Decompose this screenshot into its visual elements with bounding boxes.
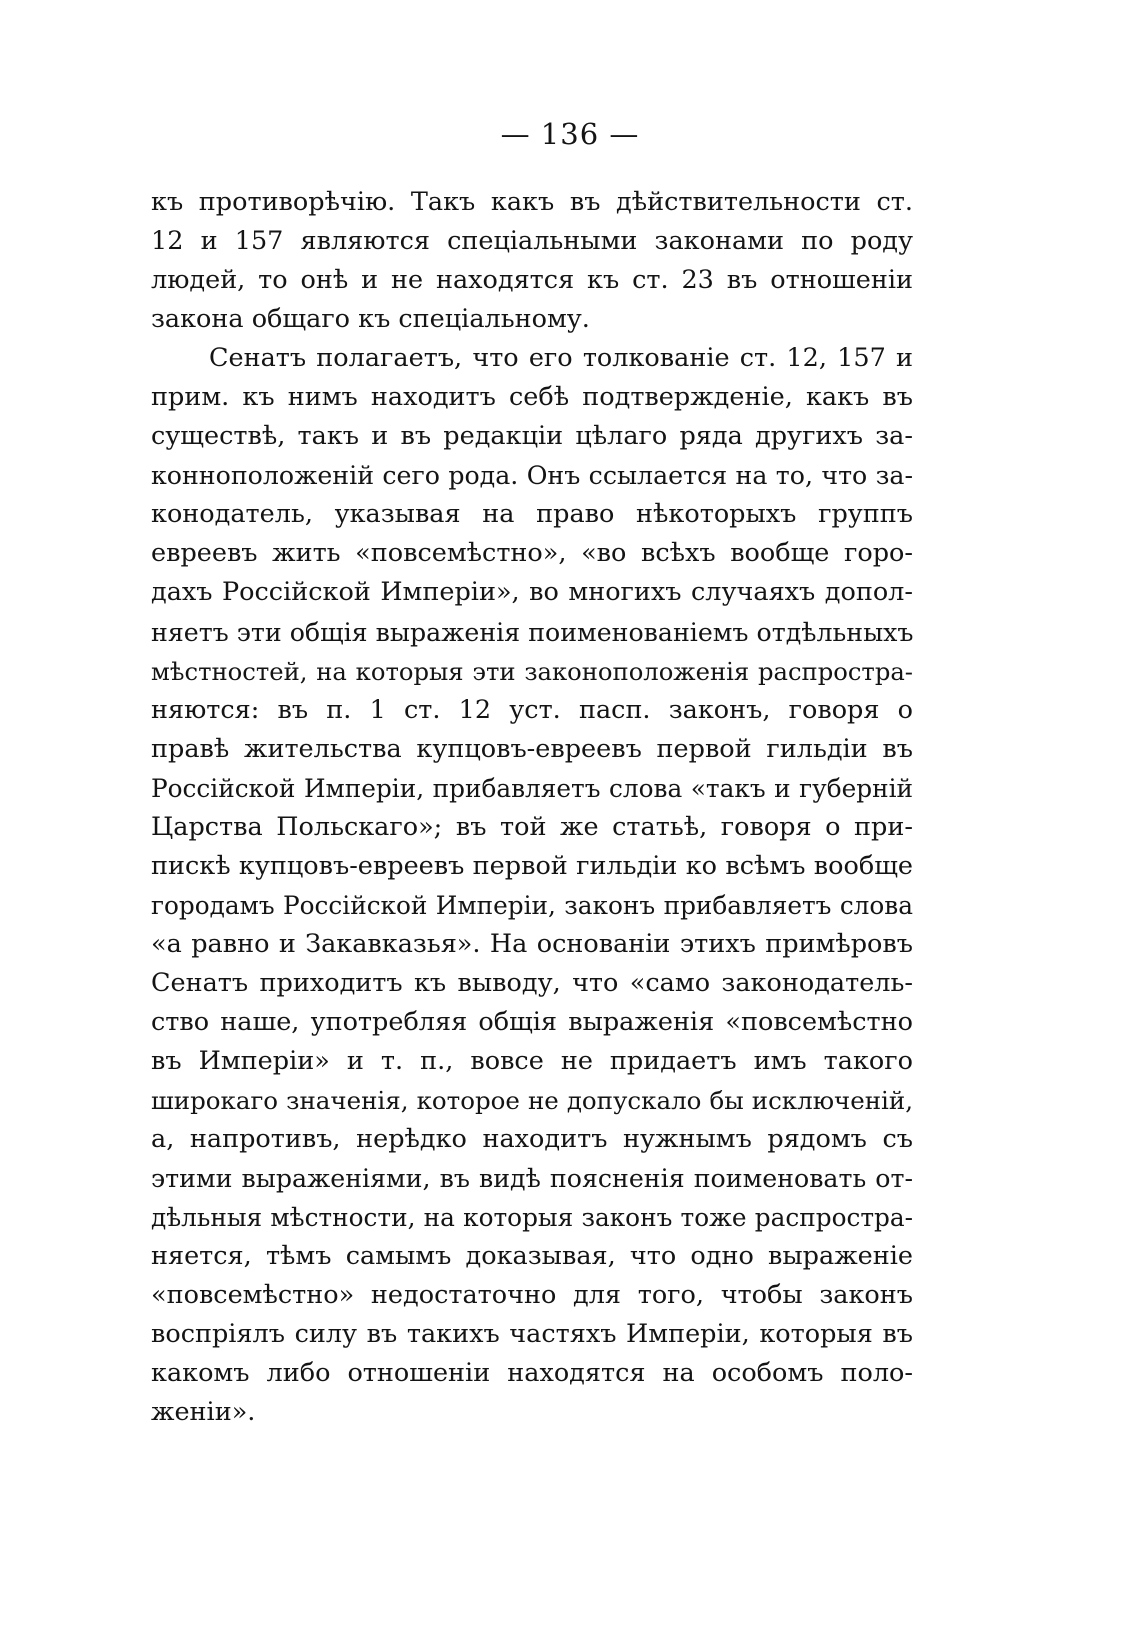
text-line: няетъ эти общія выраженія поименованіемъ отдѣльныхъ — [151, 617, 913, 647]
text-line: дѣльныя мѣстности, на которыя законъ тоже распростра- — [151, 1203, 913, 1233]
paragraph-start-line: Сенатъ полагаетъ, что его толкованіе ст. 12, 157 и — [209, 343, 913, 374]
text-line: пискѣ купцовъ-евреевъ первой гильдіи ко всѣмъ вообще — [151, 850, 913, 881]
text-line: городамъ Россійской Имперіи, законъ прибавляетъ слова — [151, 890, 913, 920]
text-line: широкаго значенія, которое не допускало бы исключеній, — [151, 1086, 913, 1116]
text-line: правѣ жительства купцовъ-евреевъ первой гильдіи въ — [151, 733, 913, 764]
text-line: прим. къ нимъ находитъ себѣ подтвержденіе, какъ въ — [151, 382, 913, 413]
text-line: воспріялъ силу въ такихъ частяхъ Имперіи, которыя въ — [151, 1319, 913, 1350]
text-line: людей, то онѣ и не находятся къ ст. 23 въ отношеніи — [151, 265, 913, 296]
text-line: существѣ, такъ и въ редакціи цѣлаго ряда другихъ за- — [151, 421, 913, 452]
text-line: конноположеній сего рода. Онъ ссылается на то, что за- — [151, 461, 913, 491]
text-line: конодатель, указывая на право нѣкоторыхъ группъ — [151, 499, 913, 530]
text-line: въ Имперіи» и т. п., вовсе не придаетъ имъ такого — [151, 1046, 913, 1077]
text-line: 12 и 157 являются спеціальными законами по роду — [151, 226, 913, 257]
text-line: какомъ либо отношеніи находятся на особомъ поло- — [151, 1358, 913, 1389]
paragraph-end-line: женіи». — [151, 1397, 256, 1428]
text-line: Сенатъ приходитъ къ выводу, что «само законодатель- — [151, 967, 913, 998]
text-line: няются: въ п. 1 ст. 12 уст. пасп. законъ, говоря о — [151, 694, 913, 725]
text-line: ство наше, употребляя общія выраженія «повсемѣстно — [151, 1006, 913, 1037]
text-line: дахъ Россійской Имперіи», во многихъ случаяхъ допол- — [151, 577, 913, 608]
text-line: «а равно и Закавказья». На основаніи этихъ примѣровъ — [151, 928, 913, 959]
text-line: няется, тѣмъ самымъ доказывая, что одно выраженіе — [151, 1241, 913, 1272]
paragraph-end-line: закона общаго къ спеціальному. — [151, 304, 590, 335]
text-line: евреевъ жить «повсемѣстно», «во всѣхъ вообще горо- — [151, 538, 913, 569]
page-number: — 136 — — [500, 117, 640, 151]
body-text — [151, 183, 913, 1433]
text-line: а, напротивъ, нерѣдко находитъ нужнымъ рядомъ съ — [151, 1124, 913, 1155]
text-line: Россійской Имперіи, прибавляетъ слова «такъ и губерній — [151, 773, 913, 803]
text-line: Царства Польскаго»; въ той же статьѣ, говоря о при- — [151, 811, 913, 842]
text-line: этими выраженіями, въ видѣ поясненія поименовать от- — [151, 1164, 913, 1194]
text-line: къ противорѣчію. Такъ какъ въ дѣйствительности ст. — [151, 187, 913, 217]
text-line: мѣстностей, на которыя эти законоположенія распростра- — [151, 656, 913, 686]
text-line: «повсемѣстно» недостаточно для того, чтобы законъ — [151, 1280, 913, 1311]
